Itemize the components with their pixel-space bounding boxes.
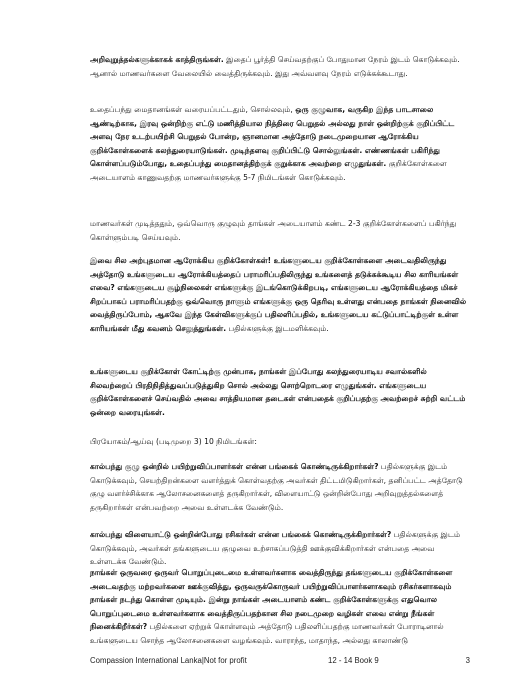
paragraph-coaches-role	[90, 460, 468, 514]
section-heading-application	[90, 435, 468, 449]
paragraph-lead: உதைப்பந்து மைதானங்கள் வரையப்பட்டதும், சொல்லவும்,	[90, 105, 296, 114]
paragraph-share-goals	[90, 217, 468, 244]
page-footer	[90, 656, 470, 670]
paragraph-text: பதில்களுக்கு இடம் கொடுக்கவும், செயற்திறன்களை வளர்த்துக் கொள்வதற்கு அவர்கள் திட்டமிடுகிறார்கள், தனிப்பட்ட அத்தோடு குழு வளர்ச்சிக்காக ஆலோசனைகளைத் தருகிறார்கள், விளையாட்டு ஒன்றின்போது அறிவுறுத்தல்களைத் தருகிறார்கள் என்பவற்றை அவை உள்ளடக்க வேண்டும்.	[90, 462, 463, 512]
paragraph-text: பதில்களுக்கு இடமளிக்கவும்.	[226, 323, 329, 333]
paragraph-fans-role	[90, 528, 468, 569]
paragraph-health-goals	[90, 103, 468, 185]
paragraph-write-challenges	[90, 365, 468, 419]
paragraph-bold: இவை சில அற்புதமான ஆரோக்கிய குறிக்கோள்கள்! உங்களுடைய குறிக்கோள்களை அடைவதிலிருந்து அத்தோடு உங்களுடைய ஆரோக்கியத்தைப் பராமரிப்பதிலிருந்து உங்களைத் தடுக்கக்கூடிய சில காரியங்கள் எவை? எங்களுடைய சூழ்நிலைகள் எங்களுக்கு இடங்கொடுக்கிறபடி, எங்களுடைய ஆரோக்கியத்தை மிகச் சிறப்பாகப் பராமரிப்பதற்கு ஒவ்வொரு நாளும் எங்களுக்கு ஒரு தெரிவு உள்ளது என்பதை நாங்கள் நினைவில் வைத்திருப்போம், ஆகவே இந்த கேள்விகளுக்குப் பதிலளிப்பதில், உங்களுடைய கட்டுப்பாட்டிற்குள் உள்ள காரியங்கள் மீது கவனம் செலுத்துங்கள்.	[90, 256, 467, 333]
paragraph-text: இதைப் பூர்த்தி செய்வதற்குப் போதுமான நேரம் இடம் கொடுக்கவும். ஆனால் மாணவர்களை வேலையில் வைத்திருக்கவும். இது அவ்வளவு நேரம் எடுக்கக்கூடாது.	[90, 55, 460, 78]
paragraph-bold: ஒரு குழுவாக, வருகிற இந்த பாடசாலை ஆண்டிற்காக, இரவு ஒன்றிற்கு எட்டு மணித்தியால நித்திரை பெறுதல் அல்லது நாள் ஒன்றிற்குக் குறிப்பிட்ட அளவு நேர உடற்பயிற்சி பெறுதல் போன்ற, ஞானமான அத்தோடு நடைமுறையான ஆரோக்கிய குறிக்கோள்களைக் கலந்துரையாடுங்கள். முடிந்தளவு குறிப்பிட்டு சொல்லுங்கள். எண்ணங்கள் பகிரிந்து கொள்ளப்படும்போது, உதைப்பந்து மைதானத்திற்குக் குறுக்காக அவற்றை எழுதுங்கள்.	[90, 105, 455, 169]
paragraph-bold: அறிவுறுத்தல்களுக்காகக் காத்திருங்கள்.	[90, 55, 224, 64]
footer-page-number: 3	[465, 656, 470, 665]
paragraph-bold: நாங்கள் ஒருவரை ஒருவர் பொறுப்புடைமை உள்ளவர்களாக வைத்திருந்து தங்களுடைய குறிக்கோள்களை அடைவதற்கு மற்றவர்களை ஊக்குவித்து, ஒருவருக்கொருவர் பயிற்றுவிப்பாளர்களாகவும் ரசிகர்களாகவும் நாங்கள் நடந்து கொள்ள முடியும். இன்று நாங்கள் அடையாளம் கண்ட குறிக்கோள்களுக்கு எதுவொல பொறுப்புடைமை உள்ளவர்களாக வைத்திருப்பதற்கான சில நடைமுறை வழிகள் எவை என்று நீங்கள் நினைக்கிறீர்கள்?	[90, 568, 453, 632]
paragraph-accountability	[90, 566, 468, 648]
paragraph-text: மாணவர்கள் முடித்ததும், ஒவ்வொரு குழுவும் தாங்கள் அடையாளம் கண்ட 2-3 குறிக்கோள்களைப் பகிர்ந்து கொள்ளும்படி செய்யவும்.	[90, 219, 457, 242]
paragraph-text: குறிக்கோள்களை அடையாளம் காணுவதற்கு மாணவர்களுக்கு 5-7 நிமிடங்கள் கொடுக்கவும்.	[90, 159, 447, 182]
footer-book-label: 12 - 14 Book 9	[328, 656, 379, 665]
paragraph-bold: கால்பந்து விளையாட்டு ஒன்றின்போது ரசிகர்கள் என்ன பங்கைக் கொண்டிருக்கிறார்கள்?	[90, 530, 392, 539]
paragraph-wait-instructions	[90, 53, 468, 80]
paragraph-bold: கால்பந்து குழு ஒன்றில் பயிற்றுவிப்பாளர்கள் என்ன பங்கைக் கொண்டிருக்கிறார்கள்?	[90, 462, 379, 471]
paragraph-obstacles-question	[90, 254, 468, 336]
paragraph-bold: உங்களுடைய குறிக்கோள் கோட்டிற்கு முன்பாக, நாங்கள் இப்போது கலந்துரையாடிய சவால்களில் சிலவற்றைப் பிரதிநிதித்துவப்படுத்துகிற சொல் அல்லது சொற்றொடரை எழுதுங்கள். எங்களுடைய குறிக்கோள்களைச் செய்வதில் அவை சாத்தியமான தடைகள் என்பதைக் குறிப்பதற்கு அவற்றைச் சுற்றி வட்டம் ஒன்றை வரையுங்கள்.	[90, 367, 466, 417]
paragraph-text: பதில்களை ஏற்றுக் கொள்ளவும் அத்தோடு பதிலளிப்பதற்கு மாணவர்கள் போராடினால் உங்களுடைய சொந்த ஆலோசனைகளை வழங்கவும். வாராந்த, மாதாந்த, அல்லது காலாண்டு	[90, 622, 444, 645]
footer-organization: Compassion International Lanka|Not for profit	[90, 656, 247, 665]
section-heading: பிரயோகம்/ஆய்வு (படிமுறை 3) 10 நிமிடங்கள்:	[90, 437, 257, 446]
paragraph-text: பதில்களுக்கு இடம் கொடுக்கவும், அவர்கள் தங்களுடைய குழுவை உற்சாகப்படுத்தி ஊக்குவிக்கிறார்கள் என்பதை அவை உள்ளடக்க வேண்டும்.	[90, 530, 461, 567]
